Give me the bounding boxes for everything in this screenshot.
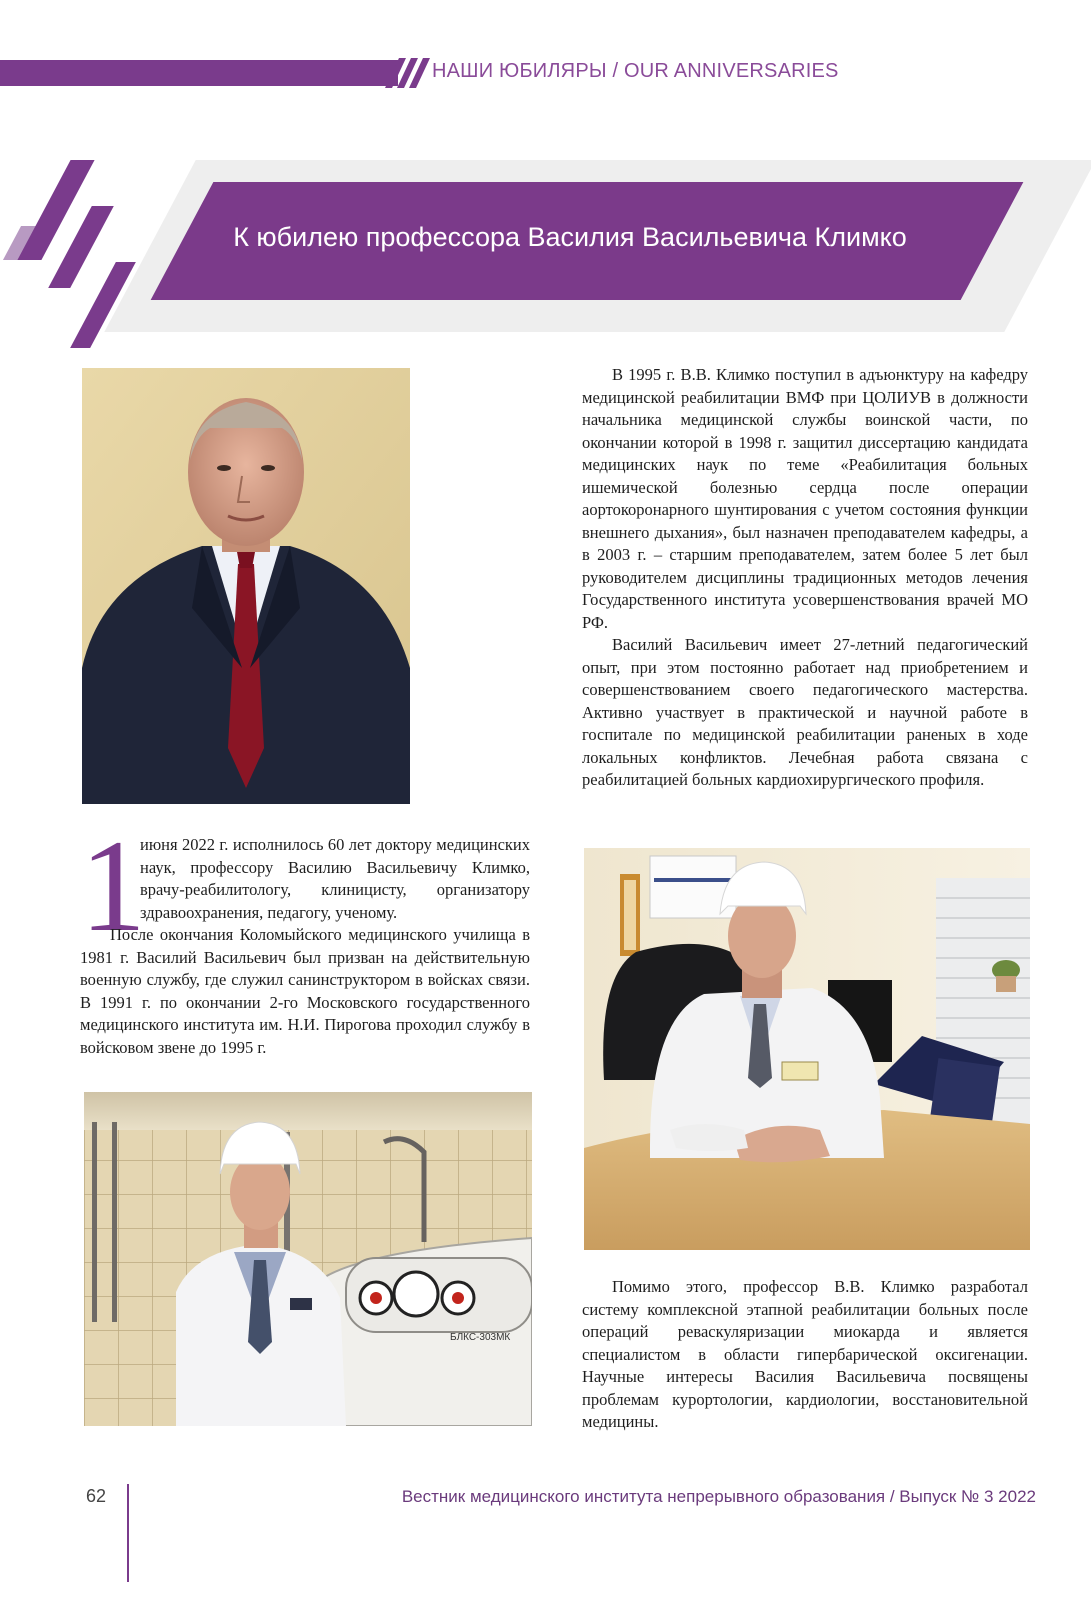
portrait-image <box>82 368 410 804</box>
drop-cap: 1 <box>80 812 146 959</box>
section-label: НАШИ ЮБИЛЯРЫ / OUR ANNIVERSARIES <box>432 60 839 82</box>
right-column-bottom <box>582 1276 1028 1434</box>
office-image <box>584 848 1030 1250</box>
portrait-photo <box>82 368 410 804</box>
footer-rule <box>127 1484 129 1582</box>
paragraph: В 1995 г. В.В. Климко поступил в адъюнктуру на кафедру медицинской реабилитации ВМФ при ЦОЛИУВ в должности начальника медицинской службы воинской части, по окончании которой в 1998 г. защитил диссертацию кандидата медицинских наук по теме «Реабилитация больных ишемической болезнью сердца после операции аортокоронарного шунтирования с учетом состояния функции внешнего дыхания», был назначен преподавателем кафедры, а в 2003 г. – старшим преподавателем, затем более 5 лет был руководителем дисциплины традиционных методов лечения Государственного института усовершенствования врачей МО РФ. <box>582 365 1028 632</box>
equipment-label: БЛКС-303МК <box>450 1332 511 1343</box>
paragraph: Василий Васильевич имеет 27-летний педагогический опыт, при этом постоянно работает над приобретением и совершенствованием своего педагогического мастерства. Активно участвует в практической и научной работе в госпитале по медицинской реабилитации раненых в ходе локальных конфликтов. Лечебная работа связана с реабилитацией больных кардиохирургического профиля. <box>582 635 1028 789</box>
paragraph: После окончания Коломыйского медицинского училища в 1981 г. Василий Васильевич был призван на действительную военную службу, где служил санинструктором в войсках связи. В 1991 г. по окончании 2-го Московского государственного медицинского института им. Н.И. Пирогова проходил службу в войсковом звене до 1995 г. <box>80 925 530 1057</box>
left-column <box>80 834 530 1059</box>
office-photo <box>584 848 1030 1250</box>
paragraph: Помимо этого, профессор В.В. Климко разработал систему комплексной этапной реабилитации больных после операций реваскуляризации миокарда и является специалистом в области гипербарической оксигенации. Научные интересы Василия Васильевича посвящены проблемам курортологии, кардиологии, восстановительной медицины. <box>582 1277 1028 1431</box>
journal-title: Вестник медицинского института непрерывного образования / Выпуск № 3 2022 <box>401 1487 1036 1506</box>
paragraph: июня 2022 г. исполнилось 60 лет доктору медицинских наук, профессору Василию Васильевичу Климко, врачу-реабилитологу, клиницисту, организатору здравоохранения, педагогу, ученому. <box>140 835 530 922</box>
header-bar <box>0 60 398 86</box>
article-title: К юбилею профессора Василия Васильевича Климко <box>233 222 907 252</box>
lab-image <box>84 1092 532 1426</box>
page-number: 62 <box>86 1486 107 1506</box>
right-column-top <box>582 364 1028 792</box>
lab-photo <box>84 1092 532 1426</box>
